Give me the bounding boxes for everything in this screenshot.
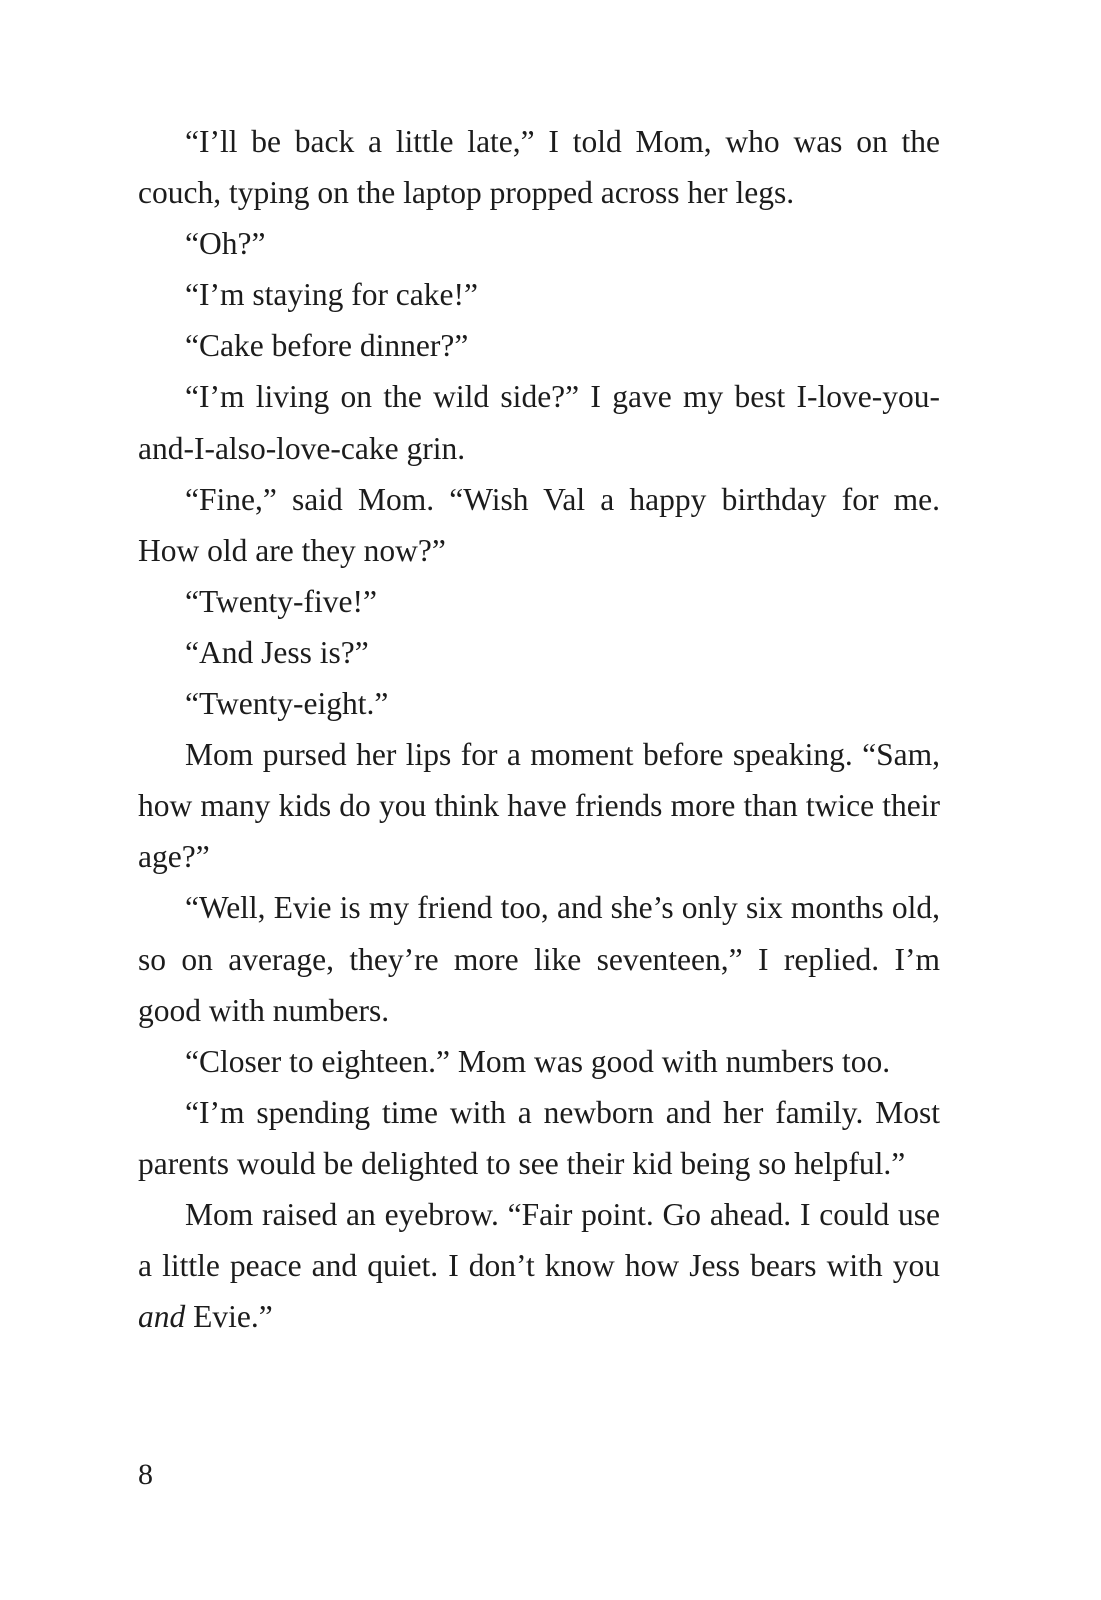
paragraph: “Twenty-five!” [185,583,377,619]
page-body [138,116,940,1342]
paragraph: “Fine,” said Mom. “Wish Val a happy birthday for me. How old are they now?” [138,481,940,568]
paragraph: Mom pursed her lips for a moment before speaking. “Sam, how many kids do you think have friends more than twice their age?” [138,737,940,875]
paragraph-last-text: Mom raised an eyebrow. “Fair point. Go ahead. I could use a little peace and quiet. I don’t know how Jess bears with you [138,1196,940,1284]
paragraph-last-end: Evie.” [185,1299,273,1335]
paragraph: “I’m living on the wild side?” I gave my best I-love-you-and-I-also-love-cake grin. [138,379,940,466]
paragraph: “Cake before dinner?” [185,328,469,364]
paragraph: “I’m staying for cake!” [185,277,478,313]
paragraph: “I’m spending time with a newborn and her family. Most parents would be delighted to see their kid being so helpful.” [138,1094,940,1181]
paragraph: “And Jess is?” [185,634,369,670]
paragraph: “Oh?” [185,226,266,262]
paragraph: “Twenty-eight.” [185,686,389,722]
emphasis-text: and [138,1299,186,1335]
paragraph-last [138,1189,940,1342]
paragraph: “Closer to eighteen.” Mom was good with numbers too. [185,1043,891,1079]
paragraph: “I’ll be back a little late,” I told Mom, who was on the couch, typing on the laptop propped across her legs. [138,124,940,211]
page-number: 8 [138,1458,153,1491]
paragraph: “Well, Evie is my friend too, and she’s only six months old, so on average, they’re more like seventeen,” I replied. I’m good with numbers. [138,890,940,1028]
